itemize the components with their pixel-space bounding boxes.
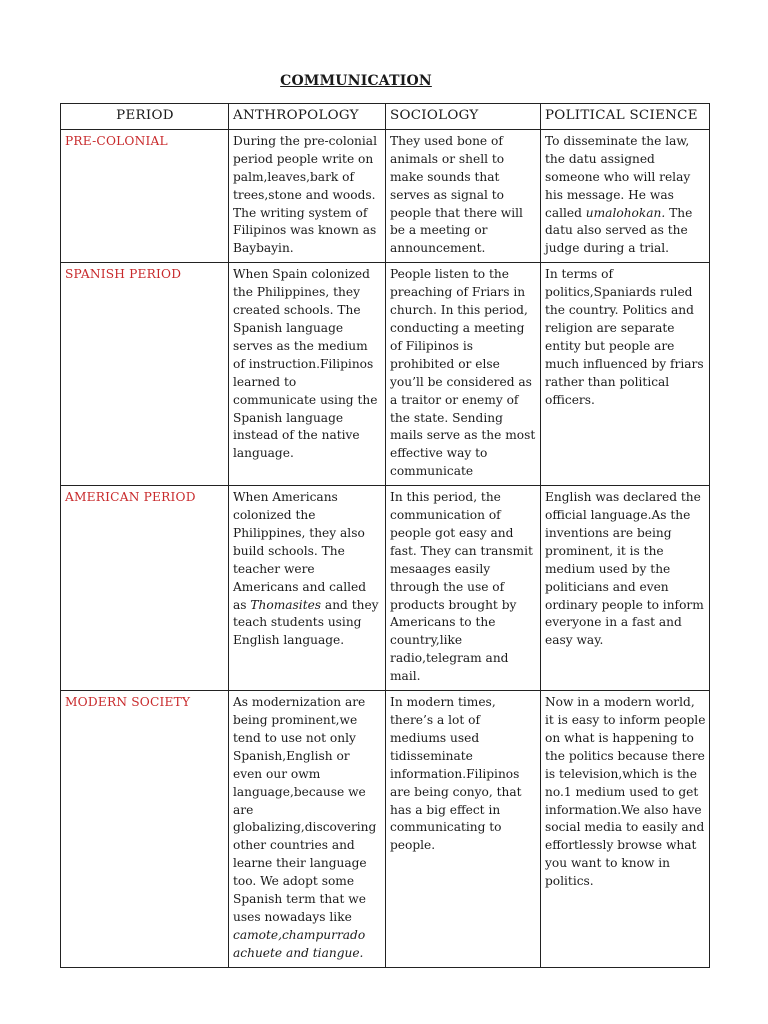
political-science-cell: Now in a modern world, it is easy to inform people on what is happening to the politics because there is television,which is the no.1 medium used to get information.We also have social media to easily and effortlessly browse what you want to know in politics. bbox=[541, 691, 710, 968]
political-science-cell: English was declared the official language.As the inventions are being prominent, it is the medium used by the politicians and even ordinary people to inform everyone in a fast and easy way. bbox=[541, 486, 710, 691]
table-row bbox=[61, 486, 710, 691]
anthropology-cell: During the pre-colonial period people write on palm,leaves,bark of trees,stone and woods. The writing system of Filipinos was known as Baybayin. bbox=[229, 129, 386, 262]
cell-text: To disseminate the law, the datu assigned someone who will relay his message. He was called bbox=[545, 133, 691, 220]
header-period: PERIOD bbox=[61, 104, 229, 130]
period-cell: PRE-COLONIAL bbox=[61, 129, 229, 262]
table-row bbox=[61, 263, 710, 486]
sociology-cell: They used bone of animals or shell to make sounds that serves as signal to people that there will be a meeting or announcement. bbox=[386, 129, 541, 262]
header-anthropology: ANTHROPOLOGY bbox=[229, 104, 386, 130]
italic-term: Thomasites bbox=[250, 597, 322, 612]
period-cell: SPANISH PERIOD bbox=[61, 263, 229, 486]
anthropology-cell bbox=[229, 486, 386, 691]
header-political-science: POLITICAL SCIENCE bbox=[541, 104, 710, 130]
political-science-cell bbox=[541, 129, 710, 262]
period-cell: AMERICAN PERIOD bbox=[61, 486, 229, 691]
anthropology-cell: When Spain colonized the Philippines, they created schools. The Spanish language serves as the medium of instruction.Filipinos learned to communicate using the Spanish language instead of the native language. bbox=[229, 263, 386, 486]
italic-term: umalohokan. bbox=[585, 205, 666, 220]
cell-text: and they teach students using English language. bbox=[233, 597, 379, 648]
table-header-row bbox=[61, 104, 710, 130]
document-title: COMMUNICATION bbox=[280, 73, 432, 89]
italic-term: camote,champurrado achuete and tiangue. bbox=[233, 927, 366, 960]
cell-text: The datu also served as the judge during a trial. bbox=[545, 205, 693, 256]
sociology-cell: People listen to the preaching of Friars in church. In this period, conducting a meeting of Filipinos is prohibited or else you’ll be considered as a traitor or enemy of the state. Sending mails serve as the most effective way to communicate bbox=[386, 263, 541, 486]
communication-table bbox=[60, 103, 710, 968]
table-row bbox=[61, 691, 710, 968]
period-cell: MODERN SOCIETY bbox=[61, 691, 229, 968]
header-sociology: SOCIOLOGY bbox=[386, 104, 541, 130]
sociology-cell: In this period, the communication of people got easy and fast. They can transmit mesaages easily through the use of products brought by Americans to the country,like radio,telegram and mail. bbox=[386, 486, 541, 691]
sociology-cell: In modern times, there’s a lot of mediums used tidisseminate information.Filipinos are being conyo, that has a big effect in communicating to people. bbox=[386, 691, 541, 968]
table-row bbox=[61, 129, 710, 262]
cell-text: As modernization are being prominent,we tend to use not only Spanish,English or even our owm language,because we are globalizing,discovering other countries and learne their language too. We adopt some Spanish term that we uses nowadays like bbox=[233, 695, 377, 924]
cell-text: When Americans colonized the Philippines, they also build schools. The teacher were Americans and called as bbox=[233, 490, 367, 612]
anthropology-cell bbox=[229, 691, 386, 968]
political-science-cell: In terms of politics,Spaniards ruled the country. Politics and religion are separate entity but people are much influenced by friars rather than political officers. bbox=[541, 263, 710, 486]
